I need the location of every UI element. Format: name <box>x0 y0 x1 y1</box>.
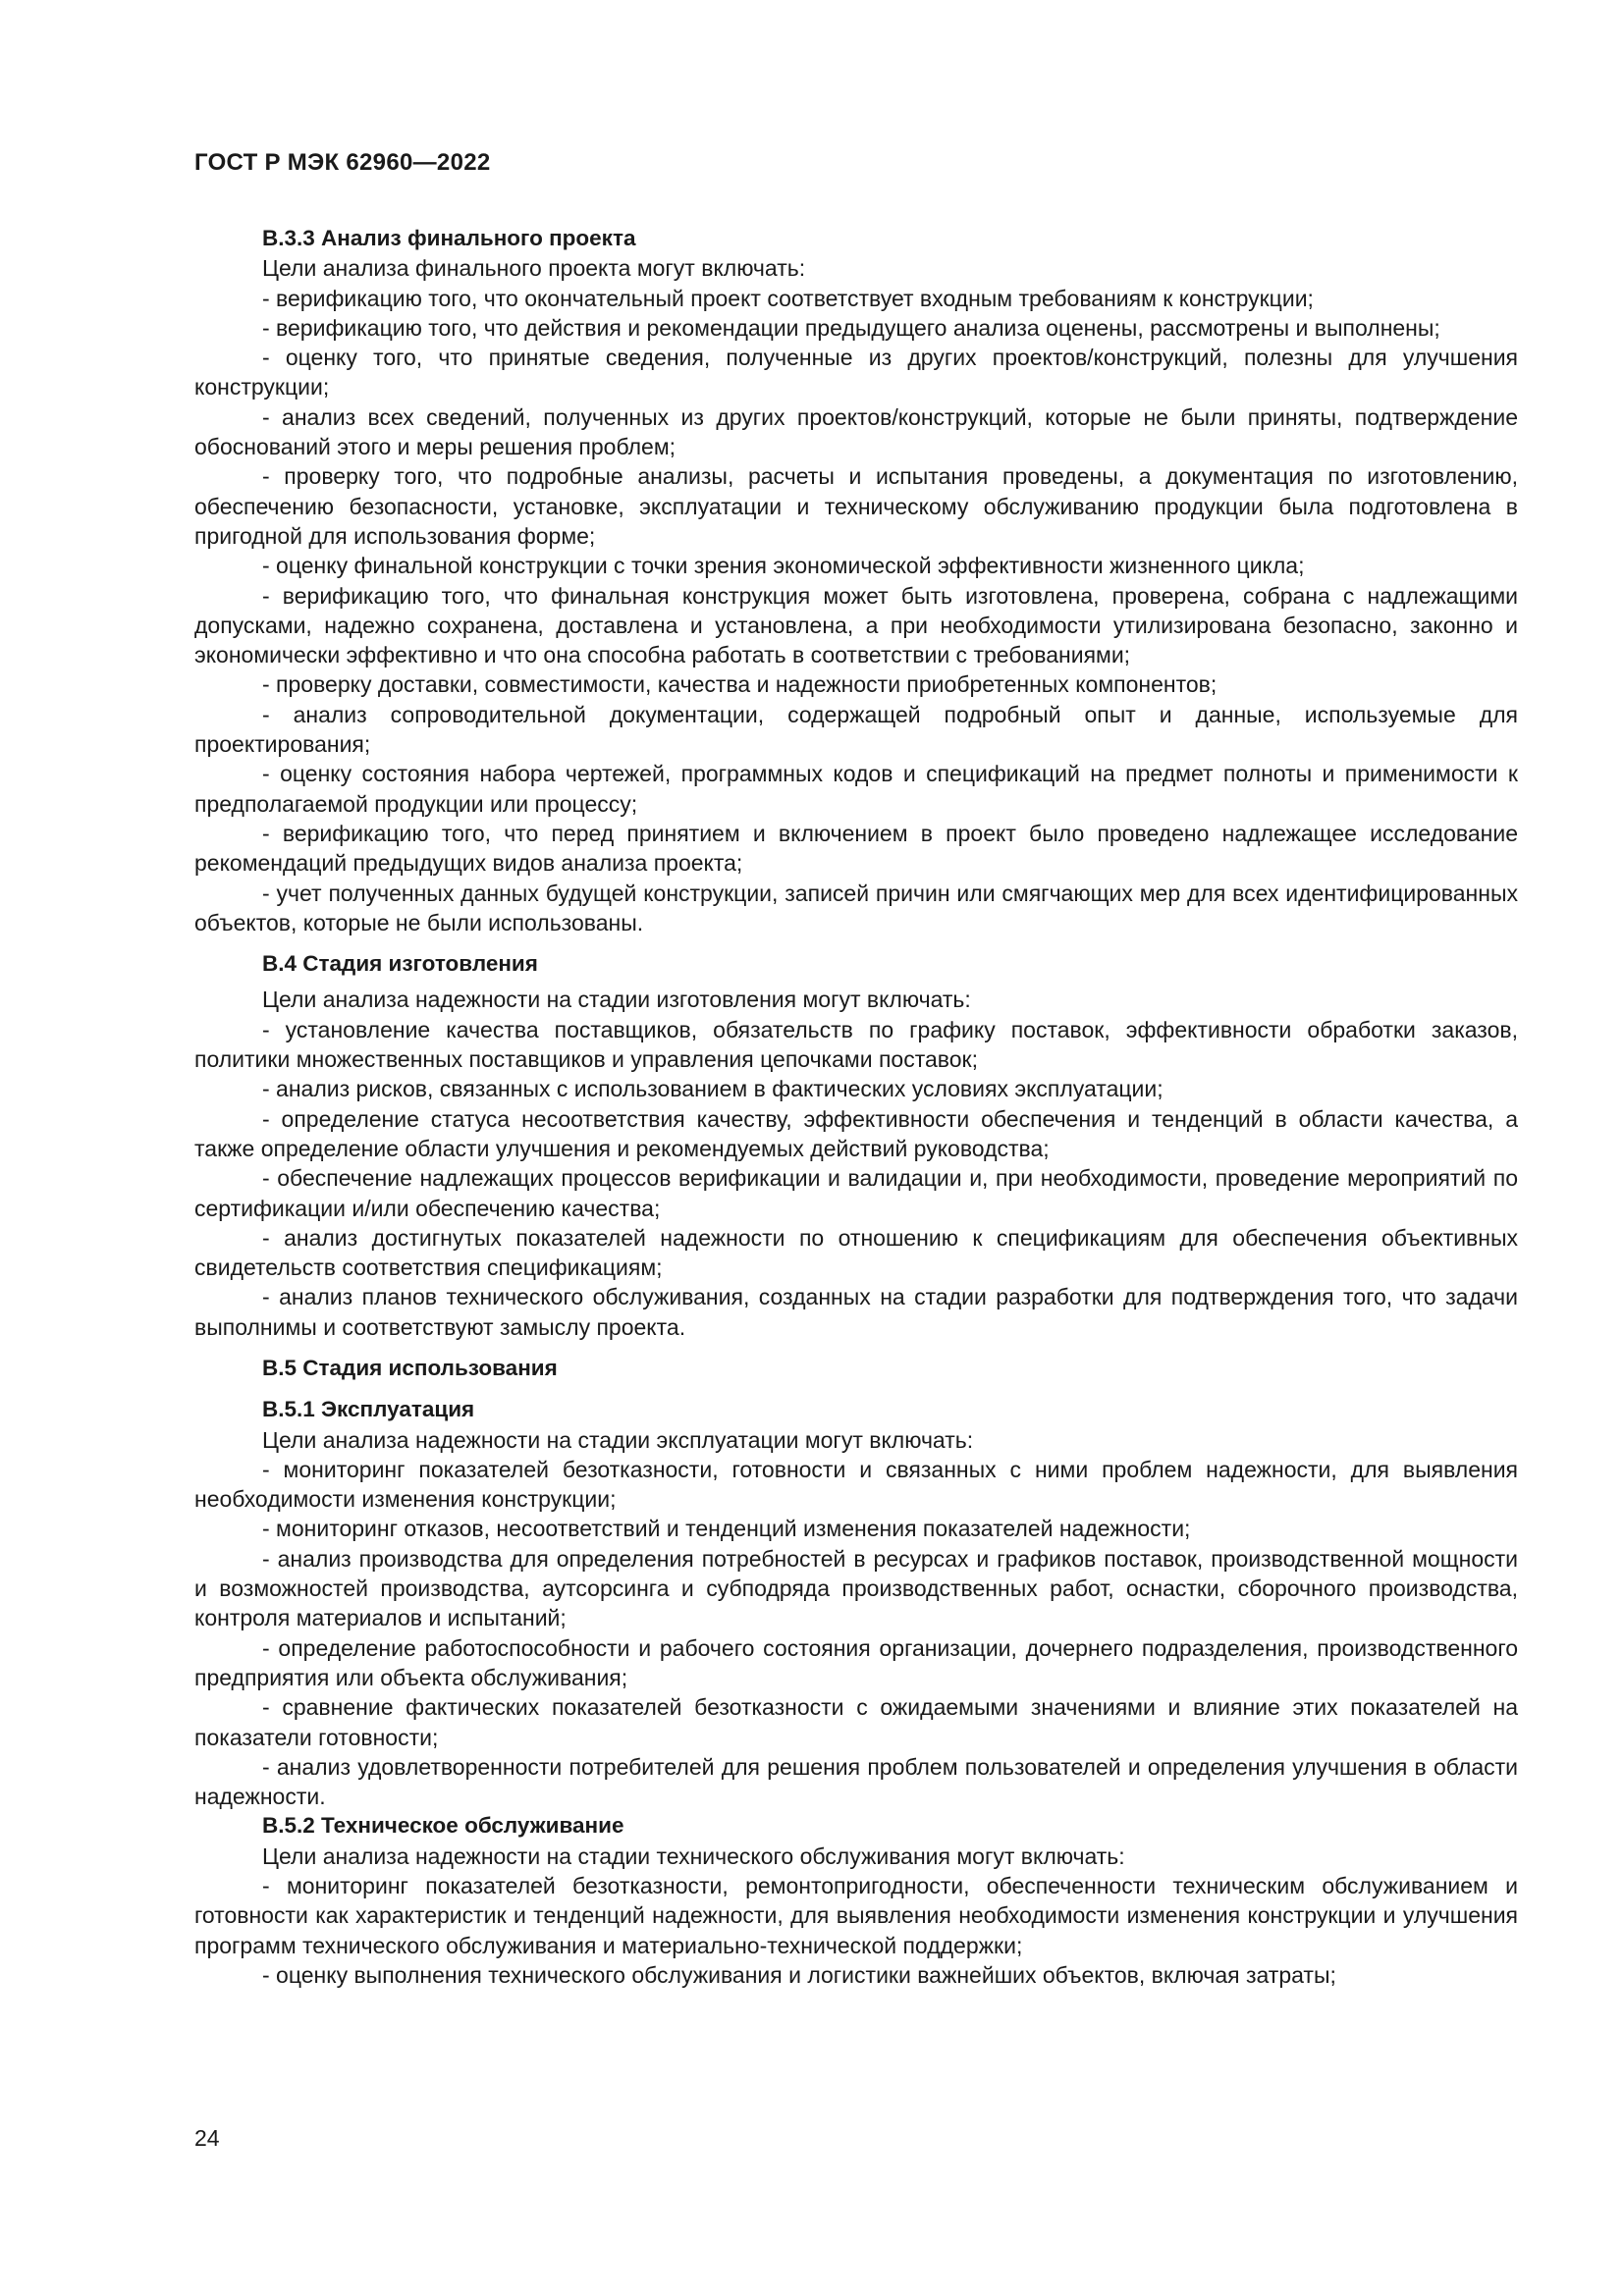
section-heading-b33: В.3.3 Анализ финального проекта <box>262 226 636 250</box>
section-heading-b52: В.5.2 Техническое обслуживание <box>262 1813 624 1839</box>
section-heading-b5: В.5 Стадия использования <box>262 1355 558 1380</box>
list-item: - мониторинг показателей безотказности, готовности и связанных с ними проблем надежности, для выявления необходимости изменения конструкции; <box>194 1456 1518 1513</box>
list-item: - верификацию того, что финальная конструкция может быть изготовлена, проверена, собрана с надлежащими допусками, надежно сохранена, доставлена и установлена, а при необходимости утилизирована безопасно, законно и экономически эффективно и что она способна работать в соответствии с требованиями; <box>194 582 1518 668</box>
list-item: - верификацию того, что окончательный проект соответствует входным требованиям к конструкции; <box>262 285 1314 311</box>
list-item: - мониторинг отказов, несоответствий и тенденций изменения показателей надежности; <box>262 1516 1191 1542</box>
section-heading-b4: В.4 Стадия изготовления <box>262 951 538 977</box>
list-item: - анализ рисков, связанных с использованием в фактических условиях эксплуатации; <box>262 1076 1164 1102</box>
list-item: - оценку состояния набора чертежей, программных кодов и спецификаций на предмет полноты и применимости к предполагаемой продукции или процессу; <box>194 761 1518 817</box>
list-item: - проверку доставки, совместимости, качества и надежности приобретенных компонентов; <box>262 671 1218 698</box>
document-id-header: ГОСТ Р МЭК 62960—2022 <box>194 149 491 176</box>
document-body <box>194 224 1518 1990</box>
list-item: - мониторинг показателей безотказности, ремонтопригодности, обеспеченности техническим обслуживанием и готовности как характеристик и тенденций надежности, для выявления необходимости изменения конструкции и улучшения программ технического обслуживания и материально-технической поддержки; <box>194 1873 1518 1958</box>
list-item: - анализ сопроводительной документации, содержащей подробный опыт и данные, используемые для проектирования; <box>194 701 1518 758</box>
list-item: - оценку выполнения технического обслуживания и логистики важнейших объектов, включая затраты; <box>262 1961 1336 1988</box>
list-item: - установление качества поставщиков, обязательств по графику поставок, эффективности обработки заказов, политики множественных поставщиков и управления цепочками поставок; <box>194 1016 1518 1073</box>
list-item: - анализ удовлетворенности потребителей для решения проблем пользователей и определения улучшения в области надежности. <box>194 1753 1518 1810</box>
section-intro: Цели анализа надежности на стадии технического обслуживания могут включать: <box>262 1842 1125 1869</box>
list-item: - учет полученных данных будущей конструкции, записей причин или смягчающих мер для всех идентифицированных объектов, которые не были использованы. <box>194 880 1518 935</box>
list-item: - оценку финальной конструкции с точки зрения экономической эффективности жизненного цикла; <box>262 553 1305 579</box>
list-item: - определение статуса несоответствия качеству, эффективности обеспечения и тенденций в области качества, а также определение области улучшения и рекомендуемых действий руководства; <box>194 1105 1518 1161</box>
section-intro: Цели анализа надежности на стадии изготовления могут включать: <box>262 987 971 1013</box>
list-item: - проверку того, что подробные анализы, расчеты и испытания проведены, а документация по изготовлению, обеспечению безопасности, установке, эксплуатации и техническому обслуживанию продукции была подготовлена в пригодной для использования форме; <box>194 463 1518 549</box>
page-number: 24 <box>194 2125 220 2151</box>
list-item: - анализ достигнутых показателей надежности по отношению к спецификациям для обеспечения объективных свидетельств соответствия спецификациям; <box>194 1224 1518 1281</box>
list-item: - анализ всех сведений, полученных из других проектов/конструкций, которые не были приняты, подтверждение обоснований этого и меры решения проблем; <box>194 403 1518 460</box>
list-item: - анализ планов технического обслуживания, созданных на стадии разработки для подтверждения того, что задачи выполнимы и соответствуют замыслу проекта. <box>194 1284 1518 1340</box>
section-intro: Цели анализа надежности на стадии эксплуатации могут включать: <box>262 1426 974 1453</box>
section-heading-b51: В.5.1 Эксплуатация <box>262 1397 475 1422</box>
list-item: - определение работоспособности и рабочего состояния организации, дочернего подразделения, производственного предприятия или объекта обслуживания; <box>194 1634 1518 1690</box>
list-item: - анализ производства для определения потребностей в ресурсах и графиков поставок, производственной мощности и возможностей производства, аутсорсинга и субподряда производственных работ, оснастки, сборочного производства, контроля материалов и испытаний; <box>194 1545 1518 1631</box>
section-intro: Цели анализа финального проекта могут включать: <box>262 255 806 282</box>
list-item: - верификацию того, что перед принятием и включением в проект было проведено надлежащее исследование рекомендаций предыдущих видов анализа проекта; <box>194 820 1518 877</box>
list-item: - сравнение фактических показателей безотказности с ожидаемыми значениями и влияние этих показателей на показатели готовности; <box>194 1694 1518 1750</box>
list-item: - оценку того, что принятые сведения, полученные из других проектов/конструкций, полезны для улучшения конструкции; <box>194 345 1518 400</box>
list-item: - обеспечение надлежащих процессов верификации и валидации и, при необходимости, проведение мероприятий по сертификации и/или обеспечению качества; <box>194 1165 1518 1221</box>
list-item: - верификацию того, что действия и рекомендации предыдущего анализа оценены, рассмотрены и выполнены; <box>262 314 1440 341</box>
